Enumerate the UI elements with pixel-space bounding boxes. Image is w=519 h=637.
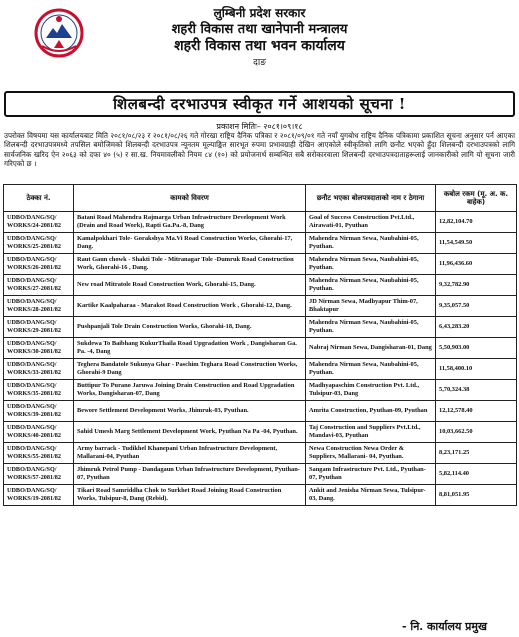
bid-amount: 10,03,662.50 (436, 422, 517, 443)
bidder-name-address: Newa Construction Newa Order & Suppliers, Mallarani- 04, Pyuthan. (306, 443, 436, 464)
bidder-name-address: Taj Construction and Suppliers Pvt.Ltd., Mandavi-03, Pyuthan (306, 422, 436, 443)
contract-no: UDBO/DANG/SQ/ WORKS/25-2081/82 (4, 233, 74, 254)
bid-amount: 11,96,436.60 (436, 254, 517, 275)
contract-no: UDBO/DANG/SQ/ WORKS/27-2081/82 (4, 275, 74, 296)
contract-no: UDBO/DANG/SQ/ WORKS/24-2081/82 (4, 212, 74, 233)
contract-no: UDBO/DANG/SQ/ WORKS/57-2081/82 (4, 464, 74, 485)
bidder-name-address: Nabraj Nirman Sewa, Dangisharan-01, Dang (306, 338, 436, 359)
work-description: Teghera Bandatole Sukunya Ghar - Paschim Teghara Road Construction Works, Ghorahi-9 Dang (74, 359, 306, 380)
notice-intro-paragraph: उपरोक्त विषयमा यस कार्यालयबाट मिति २०८१/०८/२३ र २०८१/०८/२६ गते गोरखा राष्ट्रिय दैनिक पत्रिका र २०८१/०९/०१ गते नयाँ युगबोध राष्ट्रिय दैनिक पत्रिकामा प्रकाशित सूचना अनुसार पर्न आएका शिलबन्दी दरभाउपत्रमध्ये तपसिल बमोजिमको शिलबन्दी दरभाउपत्र न्यूनतम मूल्याङ्कित सारभूत रुपमा प्रभावग्राही देखिन आएकोले स्वीकृतिको लागि छनौट भएको हुँदा शिलबन्दी दरभाउपत्रको लागि सार्वजनिक खरिद ऐन २०६३ को दफा ४० (५) र सा.ख. नियमावलीको नियम ८४ (१०) को प्रयोजनार्थ सम्बन्धित सबै सरोकारवाला शिलबन्दी दरभाउपत्रदाताहरूलाई जानकारीको लागि यो सूचना जारी गरिएको छ । (4, 131, 515, 169)
contract-no: UDBO/DANG/SQ/ WORKS/19-2081/82 (4, 485, 74, 506)
work-description: Batani Road Mahendra Rajmarga Urban Infrastructure Development Work (Drain and Road Work), Rapti Ga.Pa.-8, Dang (74, 212, 306, 233)
table-row (4, 317, 517, 338)
work-description: Kamalpokhari Tole- Gorakshya Ma.Vi Road Construction Works, Ghorahi-17, Dang. (74, 233, 306, 254)
bid-amount: 5,82,114.40 (436, 464, 517, 485)
bidder-name-address: JD Nirman Sewa, Madhyapur Thim-07, Bhaktapur (306, 296, 436, 317)
bid-amount: 6,43,283.20 (436, 317, 517, 338)
work-description: Buttipur To Purano Jaruwa Joining Drain Construction and Road Upgradation Works, Dangisharan-07, Dang (74, 380, 306, 401)
work-description: Sukdewa To Baibhang KukurThaila Road Upgradation Work , Dangisharan Ga. Pa. -4, Dang (74, 338, 306, 359)
table-row (4, 464, 517, 485)
bidder-name-address: Madhyapaschim Construction Pvt. Ltd., Tulsipur-03, Dang (306, 380, 436, 401)
bid-amount: 11,54,549.50 (436, 233, 517, 254)
work-description: Army barrack - Tudikhel Khanepani Urban Infrastructure Development, Mallarani-04, Pyuthan (74, 443, 306, 464)
bid-amount: 5,50,903.00 (436, 338, 517, 359)
contract-no: UDBO/DANG/SQ/ WORKS/29-2081/82 (4, 317, 74, 338)
header-contract-no: ठेक्का नं. (4, 185, 74, 212)
bid-amount: 8,23,171.25 (436, 443, 517, 464)
bidder-name-address: Mahendra Nirman Sewa, Naubahini-05, Pyuthan. (306, 233, 436, 254)
office-name: शहरी विकास तथा भवन कार्यालय (174, 38, 345, 54)
office-chief-signature: - नि. कार्यालय प्रमुख (401, 620, 487, 633)
work-description: Raut Gaun chowk - Shakti Tole - Mitranagar Tole -Dumruk Road Construction Work, Ghorahi-16 , Dang. (74, 254, 306, 275)
publish-date: प्रकाशन मितिः– २०८१।०९।१८ (216, 122, 303, 131)
table-row (4, 443, 517, 464)
contract-no: UDBO/DANG/SQ/ WORKS/35-2081/82 (4, 380, 74, 401)
bidder-name-address: Goal of Success Construction Pvt.Ltd., Airawati-01, Pyuthan (306, 212, 436, 233)
office-location: दाङ (253, 58, 266, 68)
table-row (4, 422, 517, 443)
table-header-row (4, 185, 517, 212)
bidder-name-address: Amrita Construction, Pyuthan-09, Pyuthan (306, 401, 436, 422)
table-row (4, 233, 517, 254)
bidder-name-address: Sangam Infrastructure Pvt. Ltd., Pyuthan-07, Pyuthan (306, 464, 436, 485)
work-description: Pushpanjali Tole Drain Construction Works, Ghorahi-18, Dang. (74, 317, 306, 338)
bidder-name-address: Mahendra Nirman Sewa, Naubahini-05, Pyuthan. (306, 317, 436, 338)
work-description: Tikari Road Samriddha Chok to Surkhet Road Joining Road Construction Works, Tulsipur-8, Dang (Rebid). (74, 485, 306, 506)
contract-no: UDBO/DANG/SQ/ WORKS/39-2081/82 (4, 401, 74, 422)
table-row (4, 275, 517, 296)
contract-no: UDBO/DANG/SQ/ WORKS/33-2081/82 (4, 359, 74, 380)
bidder-name-address: Mahendra Nirman Sewa, Naubahini-05, Pyuthan. (306, 359, 436, 380)
table-row (4, 338, 517, 359)
work-description: Sahid Umesh Marg Settlement Development Work, Pyuthan Na Pa -04, Pyuthan. (74, 422, 306, 443)
bid-amount: 12,12,578.40 (436, 401, 517, 422)
bid-amount: 8,81,051.95 (436, 485, 517, 506)
office-header (0, 0, 519, 68)
bid-amount: 11,58,400.10 (436, 359, 517, 380)
work-description: Bewore Settlement Development Works, Jhimruk-03, Pyuthan. (74, 401, 306, 422)
work-description: New road Mitratole Road Construction Work, Ghorahi-15, Dang. (74, 275, 306, 296)
bid-amount: 9,32,782.90 (436, 275, 517, 296)
work-description: Jhimruk Petrol Pump - Dandagaun Urban Infrastructure Development, Pyuthan-07, Pyuthan (74, 464, 306, 485)
notice-title: शिलबन्दी दरभाउपत्र स्वीकृत गर्ने आशयको सूचना ! (4, 91, 515, 117)
header-work-description: कामको विवरण (74, 185, 306, 212)
table-row (4, 380, 517, 401)
work-description: Kartike Kaalpaharaa - Marakot Road Construction Work , Ghorahi-12, Dang. (74, 296, 306, 317)
contract-no: UDBO/DANG/SQ/ WORKS/28-2081/82 (4, 296, 74, 317)
bidder-name-address: Mahendra Nirman Sewa, Naubahini-05, Pyuthan. (306, 254, 436, 275)
bidder-name-address: Mahendra Nirman Sewa, Naubahini-05, Pyuthan. (306, 275, 436, 296)
table-row (4, 401, 517, 422)
table-row (4, 296, 517, 317)
contract-no: UDBO/DANG/SQ/ WORKS/26-2081/82 (4, 254, 74, 275)
header-selected-bidder: छनौट भएका बोलपत्रदाताको नाम र ठेगाना (306, 185, 436, 212)
contract-no: UDBO/DANG/SQ/ WORKS/30-2081/82 (4, 338, 74, 359)
bid-amount: 5,70,324.38 (436, 380, 517, 401)
table-row (4, 212, 517, 233)
table-row (4, 254, 517, 275)
header-bid-amount: कबोल रकम (मू. अ. क. बाहेक) (436, 185, 517, 212)
table-row (4, 485, 517, 506)
tender-table (3, 184, 517, 506)
bid-amount: 12,82,104.70 (436, 212, 517, 233)
contract-no: UDBO/DANG/SQ/ WORKS/55-2081/82 (4, 443, 74, 464)
bidder-name-address: Ankit and Jenisha Nirman Sewa, Tulsipur-03, Dang. (306, 485, 436, 506)
contract-no: UDBO/DANG/SQ/ WORKS/40-2081/82 (4, 422, 74, 443)
government-name: लुम्बिनी प्रदेश सरकार (213, 6, 306, 20)
ministry-name: शहरी विकास तथा खानेपानी मन्त्रालय (171, 22, 348, 37)
bid-amount: 9,35,057.50 (436, 296, 517, 317)
table-row (4, 359, 517, 380)
